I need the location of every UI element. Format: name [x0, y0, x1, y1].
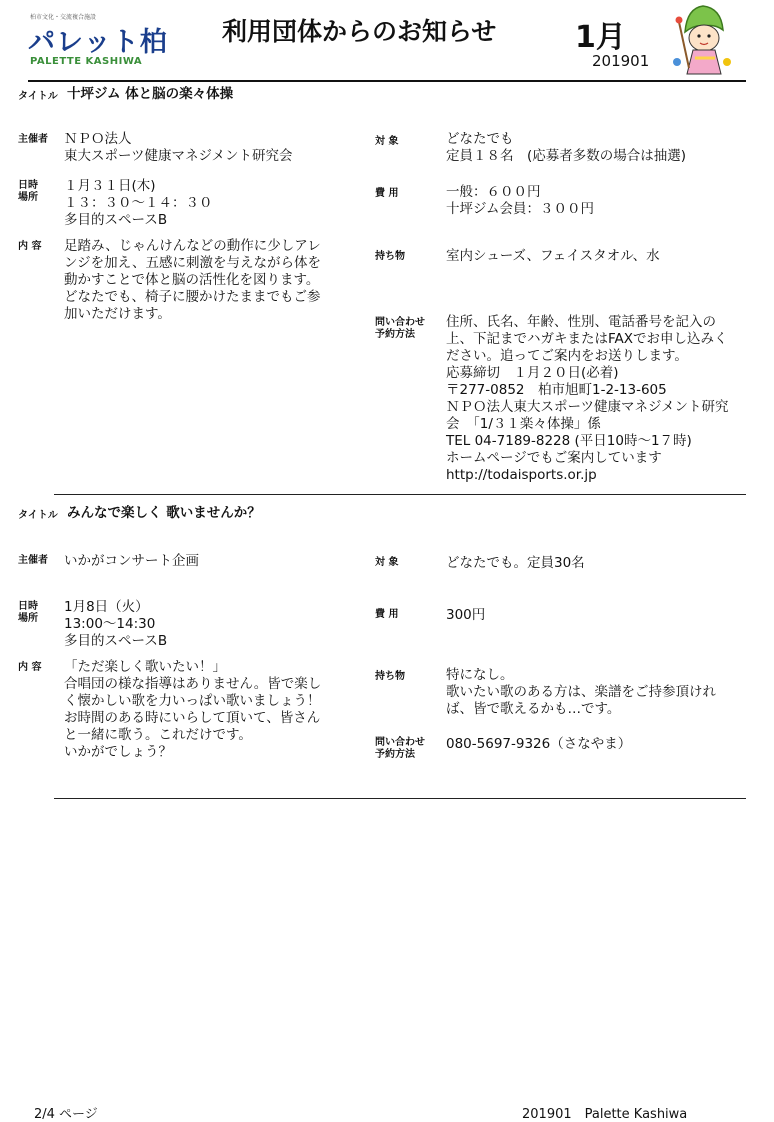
logo-main-text: パレット柏	[28, 27, 168, 58]
event2-datetime: 1月8日（火） 13:00～14:30 多目的スペースB	[64, 599, 168, 649]
logo-tagline: 柏市文化・交流複合施設	[30, 14, 97, 21]
event2-content-label: 内 容	[18, 662, 42, 673]
event1-content-label: 内 容	[18, 241, 42, 252]
month-label: 1月	[575, 20, 626, 55]
header-divider	[28, 80, 746, 82]
event2-datetime-label: 日時 場所	[18, 601, 38, 624]
event2-target: どなたでも。定員30名	[446, 555, 585, 571]
event1-title: 十坪ジム 体と脳の楽々体操	[67, 86, 234, 102]
event-divider	[54, 494, 746, 495]
mascot-character-icon	[665, 2, 735, 76]
event2-title-label: タイトル	[18, 510, 58, 521]
event2-organizer-label: 主催者	[18, 555, 48, 566]
event2-inquiry: 080-5697-9326（さなやま）	[446, 736, 632, 752]
event1-content: 足踏み、じゃんけんなどの動作に少しアレ ンジを加え、五感に刺激を与えながら体を 動かすことで体と脳の活性化を図ります。 どなたでも、椅子に腰かけたままでもご参 加いただけます。	[64, 238, 321, 322]
logo	[28, 12, 168, 72]
event1-organizer: ＮＰＯ法人 東大スポーツ健康マネジメント研究会	[64, 131, 293, 164]
event-divider	[54, 798, 746, 799]
footer-right-text: 201901 Palette Kashiwa	[522, 1107, 688, 1122]
page-title: 利用団体からのお知らせ	[222, 17, 497, 46]
event2-fee: 300円	[446, 607, 486, 623]
event1-title-label: タイトル	[18, 91, 58, 102]
event1-datetime-label: 日時 場所	[18, 180, 38, 203]
event2-content: 「ただ楽しく歌いたい！」 合唱団の様な指導はありません。皆で楽し く懐かしい歌を力いっぱい歌いましょう！ お時間のある時にいらして頂いて、皆さん と一緒に歌う。これだけです。 いかがでしょう？	[64, 659, 322, 760]
event2-belongings-label: 持ち物	[375, 671, 405, 682]
event2-inquiry-label: 問い合わせ 予約方法	[375, 737, 425, 760]
event1-fee: 一般：６００円 十坪ジム会員：３００円	[446, 184, 594, 217]
event2-organizer: いかがコンサート企画	[64, 553, 199, 569]
event2-title: みんなで楽しく 歌いませんか？	[67, 505, 261, 521]
event1-fee-label: 費 用	[375, 188, 399, 199]
event2-fee-label: 費 用	[375, 609, 399, 620]
event1-target: どなたでも 定員１８名 (応募者多数の場合は抽選)	[446, 131, 687, 164]
event2-belongings: 特になし。 歌いたい歌のある方は、楽譜をご持参頂けれ ば、皆で歌えるかも…です。	[446, 667, 716, 717]
page-number: 2/4 ページ	[34, 1107, 98, 1122]
issue-code: 201901	[592, 52, 650, 70]
event1-belongings: 室内シューズ、フェイスタオル、水	[446, 248, 660, 264]
event2-target-label: 対 象	[375, 557, 399, 568]
logo-sub-text: PALETTE KASHIWA	[30, 56, 143, 67]
event1-inquiry: 住所、氏名、年齢、性別、電話番号を記入の 上、下記までハガキまたはFAXでお申し込みく ださい。追ってご案内をお送りします。 応募締切 １月２０日(必着) 〒277-0852 柏市旭町1-2-13-605 ＮＰＯ法人東大スポーツ健康マネジメント研究 会 「1/３１楽々体操」係 TEL 04-7189-8228 (平日10時～1７時) ホームページでもご案内しています http://todaisports.or.jp	[446, 314, 729, 483]
event1-organizer-label: 主催者	[18, 134, 48, 145]
event1-target-label: 対 象	[375, 136, 399, 147]
event1-datetime: １月３１日(木) １３：３０～１４：３０ 多目的スペースB	[64, 178, 213, 228]
event1-inquiry-label: 問い合わせ 予約方法	[375, 317, 425, 340]
event1-belongings-label: 持ち物	[375, 251, 405, 262]
